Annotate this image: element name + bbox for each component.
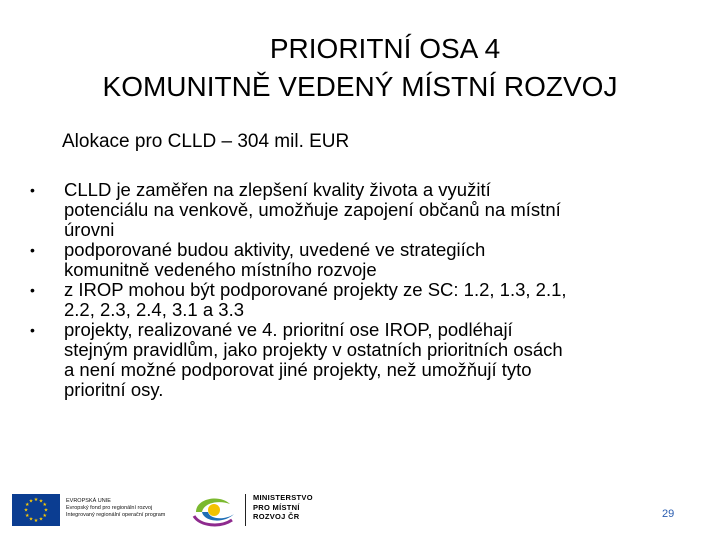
bullet-line: z IROP mohou být podporované projekty ze SC: 1.2, 1.3, 2.1, [64, 279, 567, 300]
eu-text-line: EVROPSKÁ UNIE [66, 498, 111, 504]
bullet-line: potenciálu na venkově, umožňuje zapojení občanů na místní [64, 199, 561, 220]
bullet-item [30, 280, 690, 320]
bullet-line: komunitně vedeného místního rozvoje [64, 259, 377, 280]
allocation-subtitle: Alokace pro CLLD – 304 mil. EUR [62, 131, 350, 152]
bullet-marker: • [30, 242, 35, 258]
bullet-list [30, 180, 690, 400]
bullet-item [30, 240, 690, 280]
bullet-line: projekty, realizované ve 4. prioritní ose IROP, podléhají [64, 319, 513, 340]
ministry-divider [245, 494, 246, 526]
eu-flag-icon [12, 494, 60, 526]
bullet-item [30, 320, 690, 400]
eu-text-line: Integrovaný regionální operační program [66, 512, 166, 518]
bullet-line: prioritní osy. [64, 379, 164, 400]
svg-text:★: ★ [43, 507, 49, 514]
bullet-line: úrovni [64, 219, 115, 240]
svg-text:★: ★ [28, 516, 34, 523]
title-line-2: KOMUNITNĚ VEDENÝ MÍSTNÍ ROZVOJ [102, 71, 618, 102]
bullet-marker: • [30, 282, 35, 298]
page-number: 29 [662, 508, 675, 520]
svg-text:★: ★ [38, 516, 44, 523]
ministry-line: ROZVOJ ČR [253, 512, 300, 521]
bullet-item [30, 180, 690, 240]
svg-text:★: ★ [23, 507, 29, 514]
svg-text:★: ★ [28, 498, 34, 505]
slide-title [0, 30, 720, 106]
svg-text:★: ★ [38, 498, 44, 505]
bullet-line: CLLD je zaměřen na zlepšení kvality života a využití [64, 179, 491, 200]
eu-stars-icon [12, 494, 60, 526]
svg-text:★: ★ [42, 502, 47, 508]
eu-fund-text [66, 498, 186, 519]
footer-logos [0, 488, 720, 540]
bullet-line: a není možné podporovat jiné projekty, než umožňují tyto [64, 359, 532, 380]
svg-text:★: ★ [42, 513, 47, 519]
irop-logo-icon [190, 490, 240, 530]
ministry-logo-text [253, 493, 313, 522]
svg-text:★: ★ [25, 502, 30, 508]
title-line-1: PRIORITNÍ OSA 4 [269, 33, 501, 64]
bullet-line: stejným pravidlům, jako projekty v ostatních prioritních osách [64, 339, 563, 360]
bullet-marker: • [30, 182, 35, 198]
ministry-line: MINISTERSTVO [253, 493, 313, 502]
svg-text:★: ★ [33, 518, 39, 524]
svg-text:★: ★ [33, 497, 39, 503]
bullet-line: 2.2, 2.3, 2.4, 3.1 a 3.3 [64, 299, 244, 320]
bullet-line: podporované budou aktivity, uvedené ve strategiích [64, 239, 486, 260]
ministry-line: PRO MÍSTNÍ [253, 502, 300, 512]
svg-text:★: ★ [25, 513, 30, 519]
bullet-marker: • [30, 322, 35, 338]
eu-text-line: Evropský fond pro regionální rozvoj [66, 505, 153, 511]
